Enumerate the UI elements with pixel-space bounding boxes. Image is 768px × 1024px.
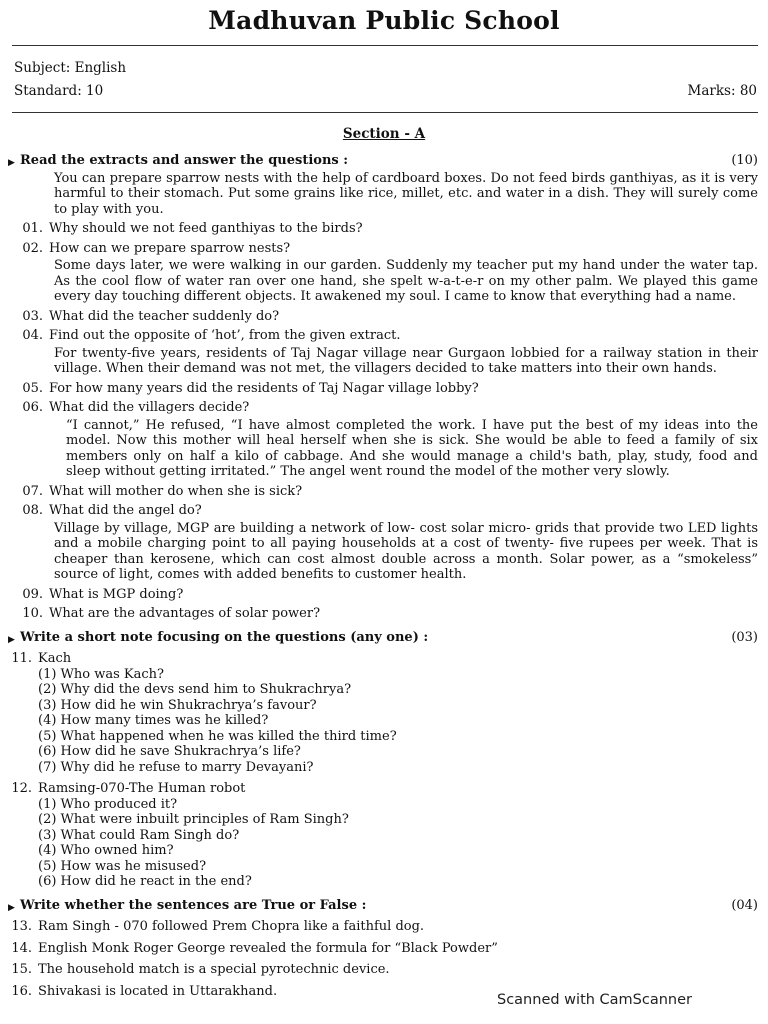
question-number: 07. xyxy=(22,483,43,499)
question-text: How can we prepare sparrow nests? xyxy=(49,240,291,256)
block-heading-short-note xyxy=(8,630,758,646)
bullet-triangle-icon: ▶ xyxy=(8,158,15,168)
standard-label: Standard: 10 xyxy=(14,83,104,99)
question-text: What did the angel do? xyxy=(49,503,202,518)
block-marks: (04) xyxy=(731,897,758,913)
block-heading-extracts xyxy=(8,153,758,169)
question-item xyxy=(8,221,758,237)
extract-passage: For twenty-five years, residents of Taj Nagar village near Gurgaon lobbied for a railway station in their village. When their demand was not met, the villagers decided to take matters into their own hands. xyxy=(54,345,758,376)
question-item xyxy=(8,919,758,935)
question-number: 08. xyxy=(22,503,43,518)
topic-item xyxy=(8,651,758,667)
header-divider xyxy=(12,112,758,113)
extract-passage: “I cannot,” He refused, “I have almost completed the work. I have put the best of my ideas into the model. Now this mother will heal herself when she is sick. She would be able to feed a family of six members only on half a kilo of cabbage. And she would manage a child's bath, play, study, food and sleep without getting irritated.” The angel went round the model of the mother very slowly. xyxy=(66,417,758,479)
block-heading-text: Read the extracts and answer the questions : xyxy=(20,153,349,168)
question-text: What will mother do when she is sick? xyxy=(49,483,303,499)
question-number: 05. xyxy=(22,380,43,396)
question-content xyxy=(8,149,758,999)
section-title: Section - A xyxy=(342,126,426,142)
question-number: 01. xyxy=(22,221,43,236)
extract-passage: Some days later, we were walking in our garden. Suddenly my teacher put my hand under the water tap. As the cool flow of water ran over one hand, she spelt w-a-t-e-r on my other palm. We played this game every day touching different objects. It awakened my soul. I came to know that everything had a name. xyxy=(54,258,758,304)
question-item xyxy=(8,503,758,519)
sub-question: (7) Why did he refuse to marry Devayani? xyxy=(38,759,314,775)
sub-question: (4) Who owned him? xyxy=(38,843,174,858)
question-number: 03. xyxy=(22,308,43,324)
topic-item xyxy=(8,781,758,797)
question-text: What did the teacher suddenly do? xyxy=(49,308,280,324)
question-item xyxy=(8,587,758,603)
topic-title: Ramsing-070-The Human robot xyxy=(38,781,246,796)
question-number: 02. xyxy=(22,240,43,256)
extract-passage: You can prepare sparrow nests with the help of cardboard boxes. Do not feed birds ganthiyas, as it is very harmful to their stomach. Put some grains like rice, millet, etc. and water in a dish. They will surely come to play with you. xyxy=(54,170,758,217)
question-number: 12. xyxy=(11,781,32,796)
sub-question: (3) What could Ram Singh do? xyxy=(38,827,240,843)
question-item xyxy=(8,484,758,500)
bullet-triangle-icon: ▶ xyxy=(8,634,15,645)
question-text: English Monk Roger George revealed the formula for “Black Powder” xyxy=(38,940,498,956)
top-divider xyxy=(12,45,758,46)
question-text: Ram Singh - 070 followed Prem Chopra like a faithful dog. xyxy=(38,919,425,934)
question-number: 09. xyxy=(22,586,43,602)
question-number: 14. xyxy=(11,940,32,956)
block-heading-text: Write a short note focusing on the questions (any one) : xyxy=(20,629,429,645)
question-item xyxy=(8,241,758,257)
topic-title: Kach xyxy=(38,651,72,666)
sub-question: (2) Why did the devs send him to Shukrachrya? xyxy=(38,682,352,697)
question-item xyxy=(8,400,758,416)
question-item xyxy=(8,606,758,622)
block-marks: (03) xyxy=(731,629,758,645)
subject-label: Subject: English xyxy=(14,60,127,76)
question-number: 10. xyxy=(22,606,43,621)
question-text: What is MGP doing? xyxy=(49,586,184,602)
sub-question: (2) What were inbuilt principles of Ram Singh? xyxy=(38,812,349,827)
total-marks-label: Marks: 80 xyxy=(687,83,757,99)
sub-question: (1) Who produced it? xyxy=(38,796,178,812)
sub-question: (1) Who was Kach? xyxy=(38,666,165,682)
question-item xyxy=(8,328,758,344)
extract-passage: Village by village, MGP are building a network of low- cost solar micro- grids that provide two LED lights and a mobile charging point to all paying households at a cost of twenty- five rupees per week. That is cheaper than kerosene, which can cost almost double across a month. Solar power, as a “smokeless” source of light, comes with added benefits to customer health. xyxy=(54,520,758,582)
question-number: 13. xyxy=(11,919,32,934)
question-number: 06. xyxy=(22,400,43,415)
question-text: Why should we not feed ganthiyas to the birds? xyxy=(49,221,363,236)
block-heading-text: Write whether the sentences are True or False : xyxy=(20,897,367,913)
question-item xyxy=(8,962,758,978)
question-text: For how many years did the residents of Taj Nagar village lobby? xyxy=(49,380,479,396)
sub-question: (5) What happened when he was killed the third time? xyxy=(38,728,397,744)
question-number: 15. xyxy=(11,962,32,977)
question-number: 04. xyxy=(22,328,43,343)
question-text: Shivakasi is located in Uttarakhand. xyxy=(38,983,278,999)
question-text: What did the villagers decide? xyxy=(49,400,250,415)
sub-question: (3) How did he win Shukrachrya’s favour? xyxy=(38,697,317,713)
question-text: The household match is a special pyrotechnic device. xyxy=(38,962,390,977)
question-item xyxy=(8,309,758,325)
question-number: 16. xyxy=(11,983,32,999)
block-heading-true-false xyxy=(8,898,758,914)
sub-question: (5) How was he misused? xyxy=(38,858,207,874)
block-marks: (10) xyxy=(731,153,758,168)
sub-question: (6) How did he react in the end? xyxy=(38,874,252,889)
question-text: What are the advantages of solar power? xyxy=(49,606,321,621)
question-item xyxy=(8,381,758,397)
question-item xyxy=(8,941,758,957)
scanner-watermark: Scanned with CamScanner xyxy=(497,992,693,1008)
sub-question: (6) How did he save Shukrachrya’s life? xyxy=(38,744,301,759)
question-text: Find out the opposite of ‘hot’, from the given extract. xyxy=(49,328,401,343)
question-number: 11. xyxy=(11,651,32,666)
bullet-triangle-icon: ▶ xyxy=(8,902,15,913)
sub-question: (4) How many times was he killed? xyxy=(38,713,269,728)
school-title: Madhuvan Public School xyxy=(208,6,560,35)
